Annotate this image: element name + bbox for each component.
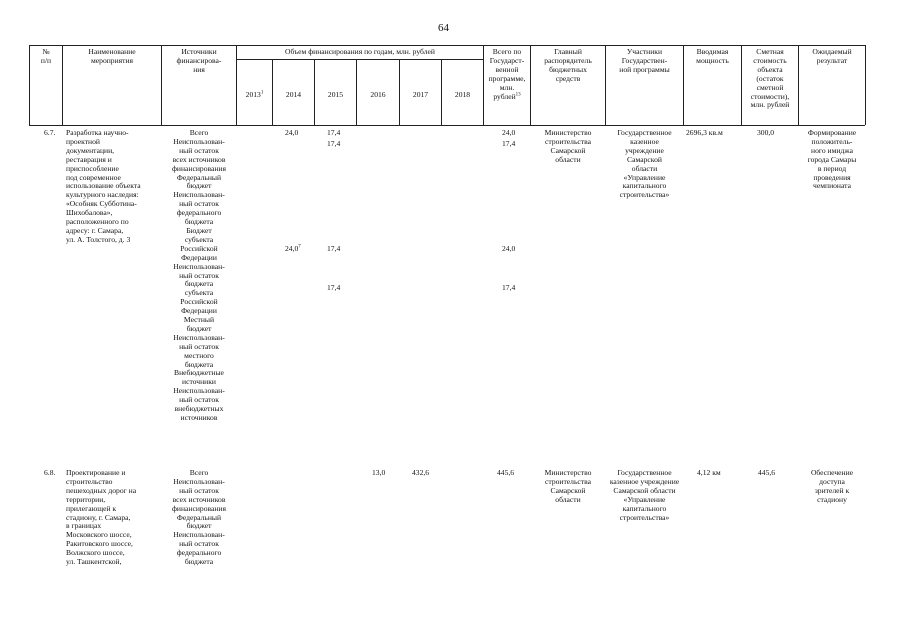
row-sources: Всего Неиспользован- ный остаток всех источников финансирования Федеральный бюджет Неиспользован- ный остаток федерального бюджета xyxy=(172,468,226,567)
cell-total-2: 17,4 xyxy=(502,139,516,148)
cell-2017-total: 432,6 xyxy=(412,468,430,477)
header-year-2014: 2014 xyxy=(285,90,302,99)
row-manager: Министерство строительства Самарской области xyxy=(544,128,592,164)
header-volume: Объем финансирования по годам, млн. рублей xyxy=(285,47,435,56)
row-capacity: 2696,3 кв.м xyxy=(686,128,723,137)
row-capacity: 4,12 км xyxy=(697,468,721,477)
cell-total-1: 24,0 xyxy=(502,128,516,137)
cell-2015-regional: 17,4 xyxy=(327,244,341,253)
row-sources: Всего Неиспользован- ный остаток всех источников финансирования Федеральный бюджет Неиспользован- ный остаток федерального бюджета Бюджет субъекта Российской Федерации Неиспользован- ный остаток бюджета субъекта Российской Федерации Местный бюджет Неиспользован- ный остаток местного бюджета Внебюджетные источники Неиспользован- ный остаток внебюджетных источников xyxy=(172,128,226,422)
header-year-2016: 2016 xyxy=(370,90,386,99)
cell-total-4: 17,4 xyxy=(502,283,516,292)
cell-total-3: 24,0 xyxy=(502,244,516,253)
row-participants: Государственное казенное учреждение Самарской области «Управление капитального строительства» xyxy=(617,128,672,200)
header-year-2018: 2018 xyxy=(454,90,471,99)
row-name: Разработка научно- проектной документации, реставрация и приспособление под современное использование объекта культурного наследия: «Особняк Субботина- Шихобалова», расположенного по адресу: г. Самара, ул. А. Толстого, д. 3 xyxy=(66,128,141,244)
row-name: Проектирование и строительство пешеходных дорог на территории, прилегающей к стадиону, г. Самара, в границах Московского шоссе, Ракитовского шоссе, Волжского шоссе, ул. Ташкентской, xyxy=(66,468,137,567)
header-num: № п/п xyxy=(40,47,52,65)
row-num: 6.7. xyxy=(44,128,56,137)
header-result: Ожидаемый результат xyxy=(812,47,852,65)
row-manager: Министерство строительства Самарской области xyxy=(544,468,592,504)
cell-2014-total: 24,0 xyxy=(285,128,299,137)
page-number: 64 xyxy=(438,22,449,34)
header-year-2015: 2015 xyxy=(327,90,344,99)
cell-total: 445,6 xyxy=(497,468,515,477)
header-estimate: Сметная стоимость объекта (остаток сметной стоимости), млн. рублей xyxy=(750,47,790,110)
header-manager: Главный распорядитель бюджетных средств xyxy=(544,47,592,83)
row-participants: Государственное казенное учреждение Самарской области «Управление капитального строительства» xyxy=(609,468,680,522)
cell-2016-total: 13,0 xyxy=(372,468,386,477)
row-num: 6.8. xyxy=(44,468,56,477)
cell-2015-unused-total: 17,4 xyxy=(327,139,341,148)
header-participants: Участники Государствен- ной программы xyxy=(619,47,670,74)
cell-2014-regional: 24,0$^7$ xyxy=(285,244,301,253)
row-estimate: 300,0 xyxy=(757,128,775,137)
header-year-2017: 2017 xyxy=(412,90,429,99)
row-result: Формирование положитель- ного имиджа города Самары в период проведения чемпионата xyxy=(807,128,857,191)
header-sources: Источники финансирова- ния xyxy=(176,47,222,74)
header-year-2013: 2013$^1$ xyxy=(245,90,264,99)
row-result: Обеспечение доступа зрителей к стадиону xyxy=(810,468,854,504)
header-total: Всего по Государст- венной программе, млн. рублей$^{13}$ xyxy=(488,47,526,101)
row-estimate: 445,6 xyxy=(758,468,776,477)
header-name: Наименование мероприятия xyxy=(88,47,136,65)
cell-2015-total: 17,4 xyxy=(327,128,341,137)
header-capacity: Вводимая мощность xyxy=(696,47,729,65)
cell-2015-unused-regional: 17,4 xyxy=(327,283,341,292)
